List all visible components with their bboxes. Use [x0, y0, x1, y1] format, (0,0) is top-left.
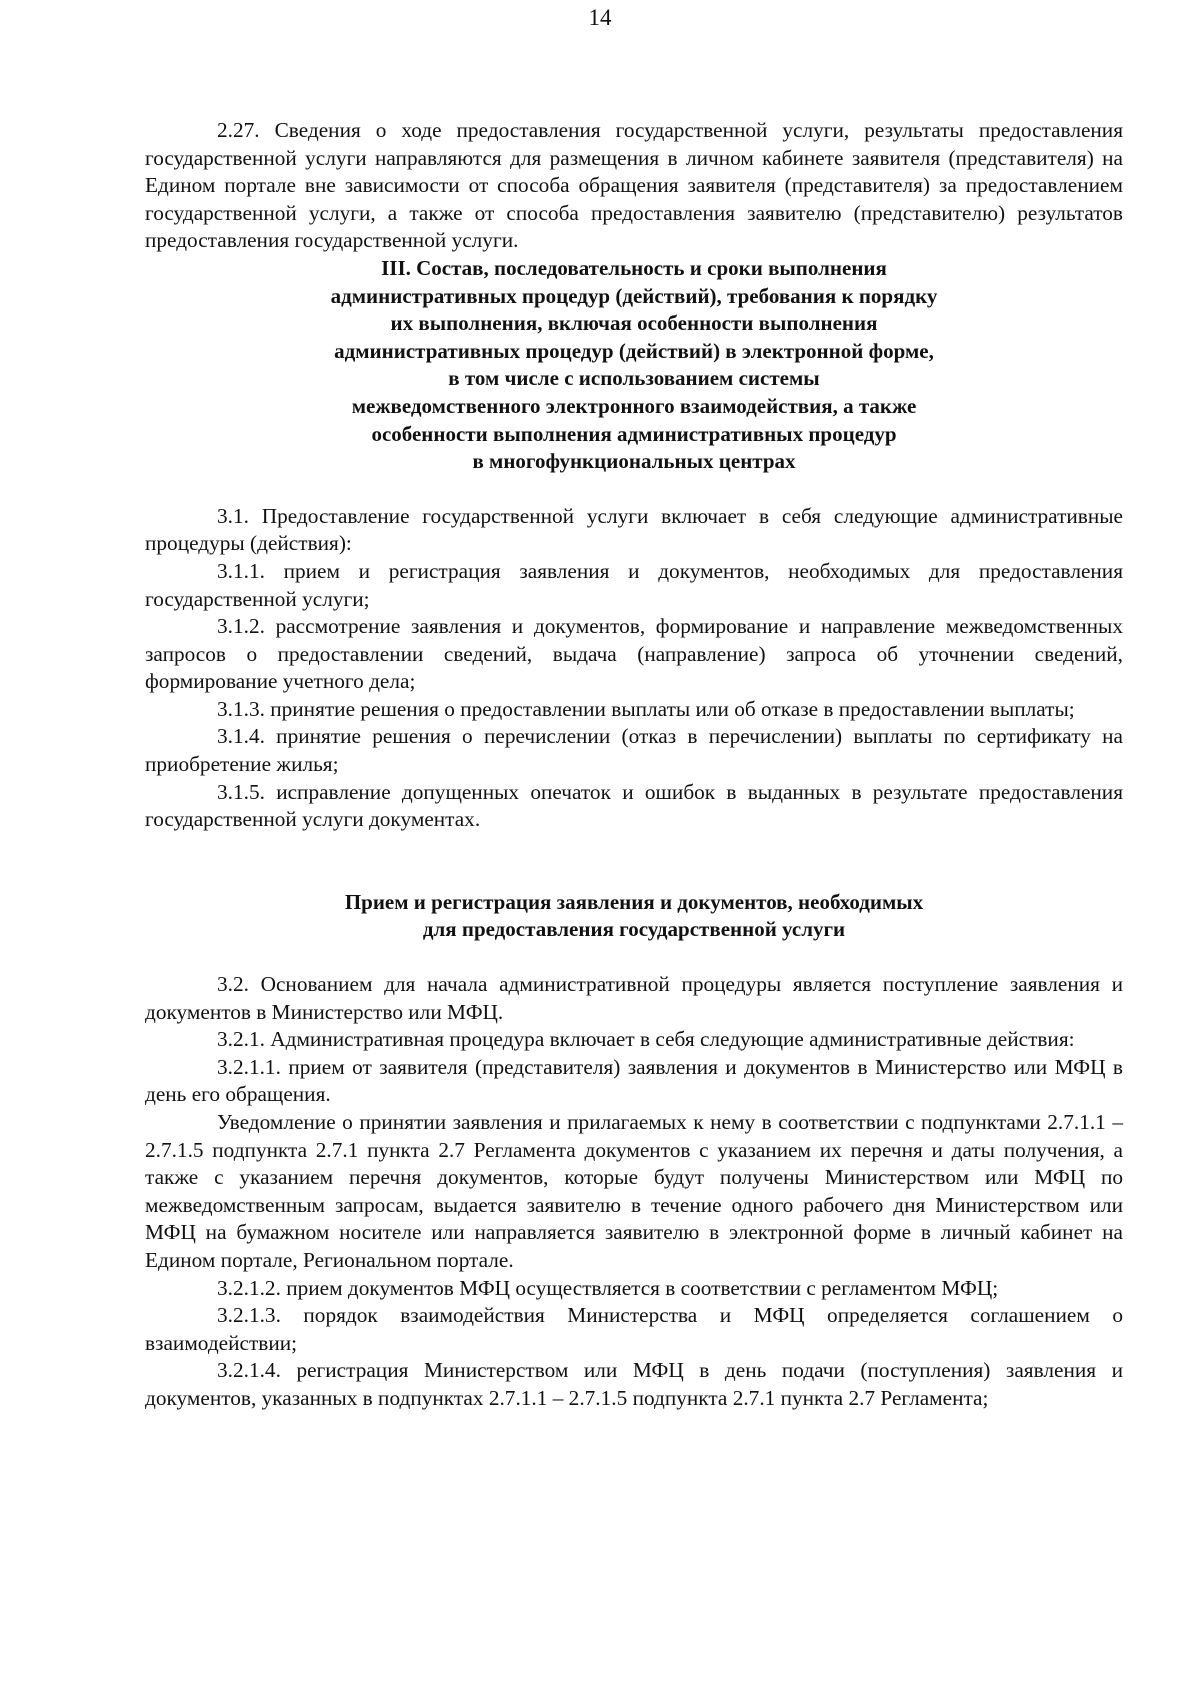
paragraph-3-2-1-4: 3.2.1.4. регистрация Министерством или МФЦ в день подачи (поступления) заявления и документов, указанных в подпунктах 2.7.1.1 – 2.7.1.5 подпункта 2.7.1 пункта 2.7 Регламента; [145, 1358, 1123, 1410]
heading-line: административных процедур (действий), требования к порядку [330, 283, 938, 308]
paragraph-3-1-5: 3.1.5. исправление допущенных опечаток и ошибок в выданных в результате предоставления государственной услуги документах. [145, 779, 1123, 832]
heading-line: III. Состав, последовательность и сроки выполнения [381, 255, 887, 280]
paragraph-3-1-1: 3.1.1. прием и регистрация заявления и документов, необходимых для предоставления государственной услуги; [145, 558, 1123, 611]
document-body [145, 117, 1123, 1413]
paragraph-3-2-1-1: 3.2.1.1. прием от заявителя (представителя) заявления и документов в Министерство или МФЦ в день его обращения. [145, 1054, 1123, 1107]
heading-line: в том числе с использованием системы [448, 366, 820, 391]
spacer [145, 834, 1123, 889]
heading-line: особенности выполнения административных процедур [371, 421, 897, 446]
heading-line: для предоставления государственной услуги [422, 917, 846, 942]
heading-line: административных процедур (действий) в электронной форме, [334, 338, 934, 363]
section-3-heading [145, 255, 1123, 476]
paragraph-2-27: 2.27. Сведения о ходе предоставления государственной услуги, результаты предоставления государственной услуги направляются для размещения в личном кабинете заявителя (представителя) на Едином портале вне зависимости от способа обращения заявителя (представителя) за предоставлением государственной услуги, а также от способа предоставления заявителю (представителю) результатов предоставления государственной услуги. [145, 118, 1123, 253]
paragraph-3-2-1-3: 3.2.1.3. порядок взаимодействия Министерства и МФЦ определяется соглашением о взаимодействии; [145, 1303, 1123, 1355]
paragraph-3-1-3: 3.1.3. принятие решения о предоставлении выплаты или об отказе в предоставлении выплаты; [217, 696, 1075, 721]
heading-line: Прием и регистрация заявления и документов, необходимых [344, 889, 924, 914]
paragraph-3-1: 3.1. Предоставление государственной услуги включает в себя следующие административные процедуры (действия): [145, 503, 1123, 556]
paragraph-notification: Уведомление о принятии заявления и прилагаемых к нему в соответствии с подпунктами 2.7.1.1 – 2.7.1.5 подпункта 2.7.1 пункта 2.7 Регламента документов с указанием их перечня и даты получения, а также с указанием перечня документов, которые будут получены Министерством или МФЦ по межведомственным запросам, выдается заявителю в течение одного рабочего дня Министерством или МФЦ на бумажном носителе или направляется заявителю в электронной форме в личный кабинет на Едином портале, Региональном портале. [145, 1110, 1123, 1272]
heading-line: в многофункциональных центрах [472, 449, 796, 474]
paragraph-3-1-2: 3.1.2. рассмотрение заявления и документов, формирование и направление межведомственных запросов о предоставлении сведений, выдача (направление) запроса об уточнении сведений, формирование учетного дела; [145, 614, 1123, 694]
heading-line: межведомственного электронного взаимодействия, а также [351, 393, 917, 418]
paragraph-3-2: 3.2. Основанием для начала административной процедуры является поступление заявления и документов в Министерство или МФЦ. [145, 972, 1123, 1024]
paragraph-3-2-1: 3.2.1. Административная процедура включает в себя следующие административные действия: [217, 1027, 1075, 1052]
reception-heading [145, 889, 1123, 944]
paragraph-3-1-4: 3.1.4. принятие решения о перечислении (отказ в перечислении) выплаты по сертификату на приобретение жилья; [145, 724, 1123, 777]
spacer [145, 476, 1123, 503]
page-number: 14 [588, 5, 612, 30]
paragraph-3-2-1-2: 3.2.1.2. прием документов МФЦ осуществляется в соответствии с регламентом МФЦ; [217, 1275, 999, 1300]
heading-line: их выполнения, включая особенности выполнения [390, 311, 878, 336]
spacer [145, 944, 1123, 971]
